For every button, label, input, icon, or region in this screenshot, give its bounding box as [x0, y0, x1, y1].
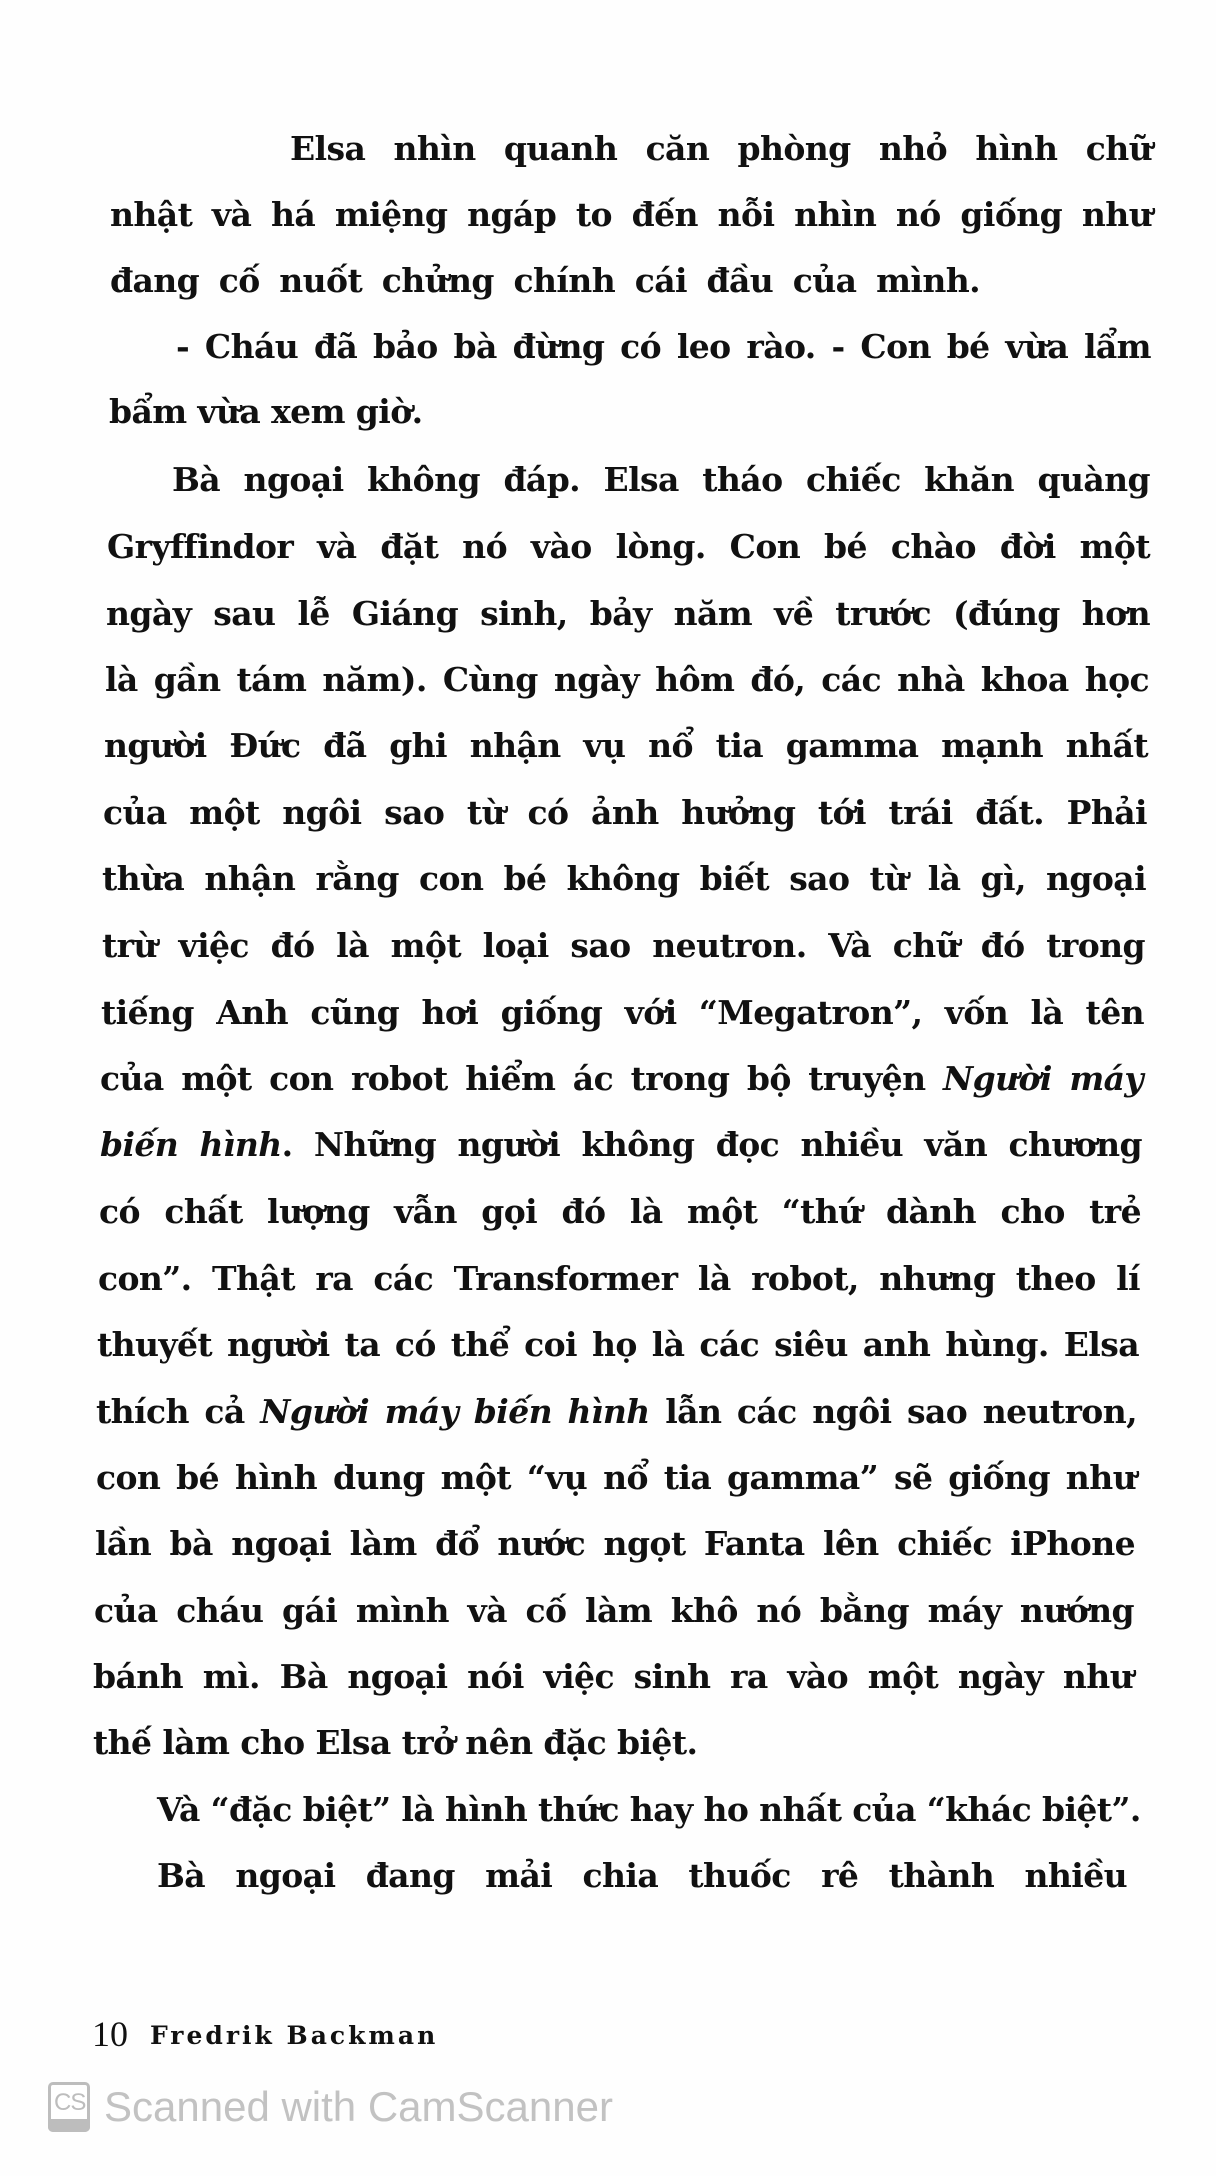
text-line: bánh mì. Bà ngoại nói việc sinh ra vào một ngày như: [93, 1657, 1133, 1696]
text-span: lẫn các ngôi sao neutron,: [649, 1392, 1137, 1431]
text-line: nhật và há miệng ngáp to đến nỗi nhìn nó giống như: [110, 195, 1152, 234]
text-line: có chất lượng vẫn gọi đó là một “thứ dành cho trẻ: [99, 1192, 1141, 1231]
text-line: [100, 1125, 1143, 1164]
text-line: là gần tám năm). Cùng ngày hôm đó, các nhà khoa học: [105, 660, 1149, 699]
watermark-text: Scanned with CamScanner: [104, 2083, 613, 2130]
running-footer-author: Fredrik Backman: [150, 2021, 439, 2050]
text-line: lần bà ngoại làm đổ nước ngọt Fanta lên chiếc iPhone: [95, 1524, 1135, 1563]
text-line: tiếng Anh cũng hơi giống với “Megatron”, vốn là tên: [101, 993, 1144, 1032]
text-line: con bé hình dung một “vụ nổ tia gamma” sẽ giống như: [96, 1458, 1136, 1497]
italic-title: Người máy biến hình: [260, 1392, 650, 1431]
text-line: ngày sau lễ Giáng sinh, bảy năm về trước (đúng hơn: [106, 594, 1150, 633]
text-line: - Cháu đã bảo bà đừng có leo rào. - Con bé vừa lẩm: [176, 327, 1151, 366]
text-line: Bà ngoại không đáp. Elsa tháo chiếc khăn quàng: [172, 460, 1150, 499]
camscanner-logo-icon: CS: [48, 2082, 90, 2132]
text-line: thế làm cho Elsa trở nên đặc biệt.: [93, 1723, 698, 1762]
text-line: đang cố nuốt chửng chính cái đầu của mình.: [110, 261, 980, 300]
italic-title: Người máy: [943, 1059, 1144, 1098]
text-span: thích cả: [96, 1392, 261, 1431]
text-span: của một con robot hiểm ác trong bộ truyện: [100, 1059, 944, 1098]
text-line: người Đức đã ghi nhận vụ nổ tia gamma mạnh nhất: [104, 726, 1148, 765]
text-line: thuyết người ta có thể coi họ là các siêu anh hùng. Elsa: [97, 1325, 1139, 1364]
italic-title: biến hình: [100, 1125, 282, 1164]
text-line: [96, 1392, 1137, 1431]
text-line: của một ngôi sao từ có ảnh hưởng tới trái đất. Phải: [103, 793, 1147, 832]
text-line: thừa nhận rằng con bé không biết sao từ là gì, ngoại: [102, 859, 1146, 898]
text-line: con”. Thật ra các Transformer là robot, nhưng theo lí: [98, 1259, 1140, 1298]
text-line: Và “đặc biệt” là hình thức hay ho nhất của “khác biệt”.: [157, 1790, 1141, 1829]
text-line: bẩm vừa xem giờ.: [109, 392, 423, 431]
camscanner-watermark: [48, 2078, 613, 2136]
text-line: trừ việc đó là một loại sao neutron. Và chữ đó trong: [102, 926, 1145, 965]
text-line: Gryffindor và đặt nó vào lòng. Con bé chào đời một: [107, 527, 1150, 566]
text-span: . Những người không đọc nhiều văn chương: [281, 1125, 1143, 1164]
text-line: của cháu gái mình và cố làm khô nó bằng máy nướng: [94, 1591, 1134, 1630]
text-line: Elsa nhìn quanh căn phòng nhỏ hình chữ: [290, 129, 1152, 168]
text-line: [100, 1059, 1144, 1098]
page-number: 10: [92, 2014, 128, 2054]
text-line: Bà ngoại đang mải chia thuốc rê thành nhiều: [157, 1856, 1127, 1895]
